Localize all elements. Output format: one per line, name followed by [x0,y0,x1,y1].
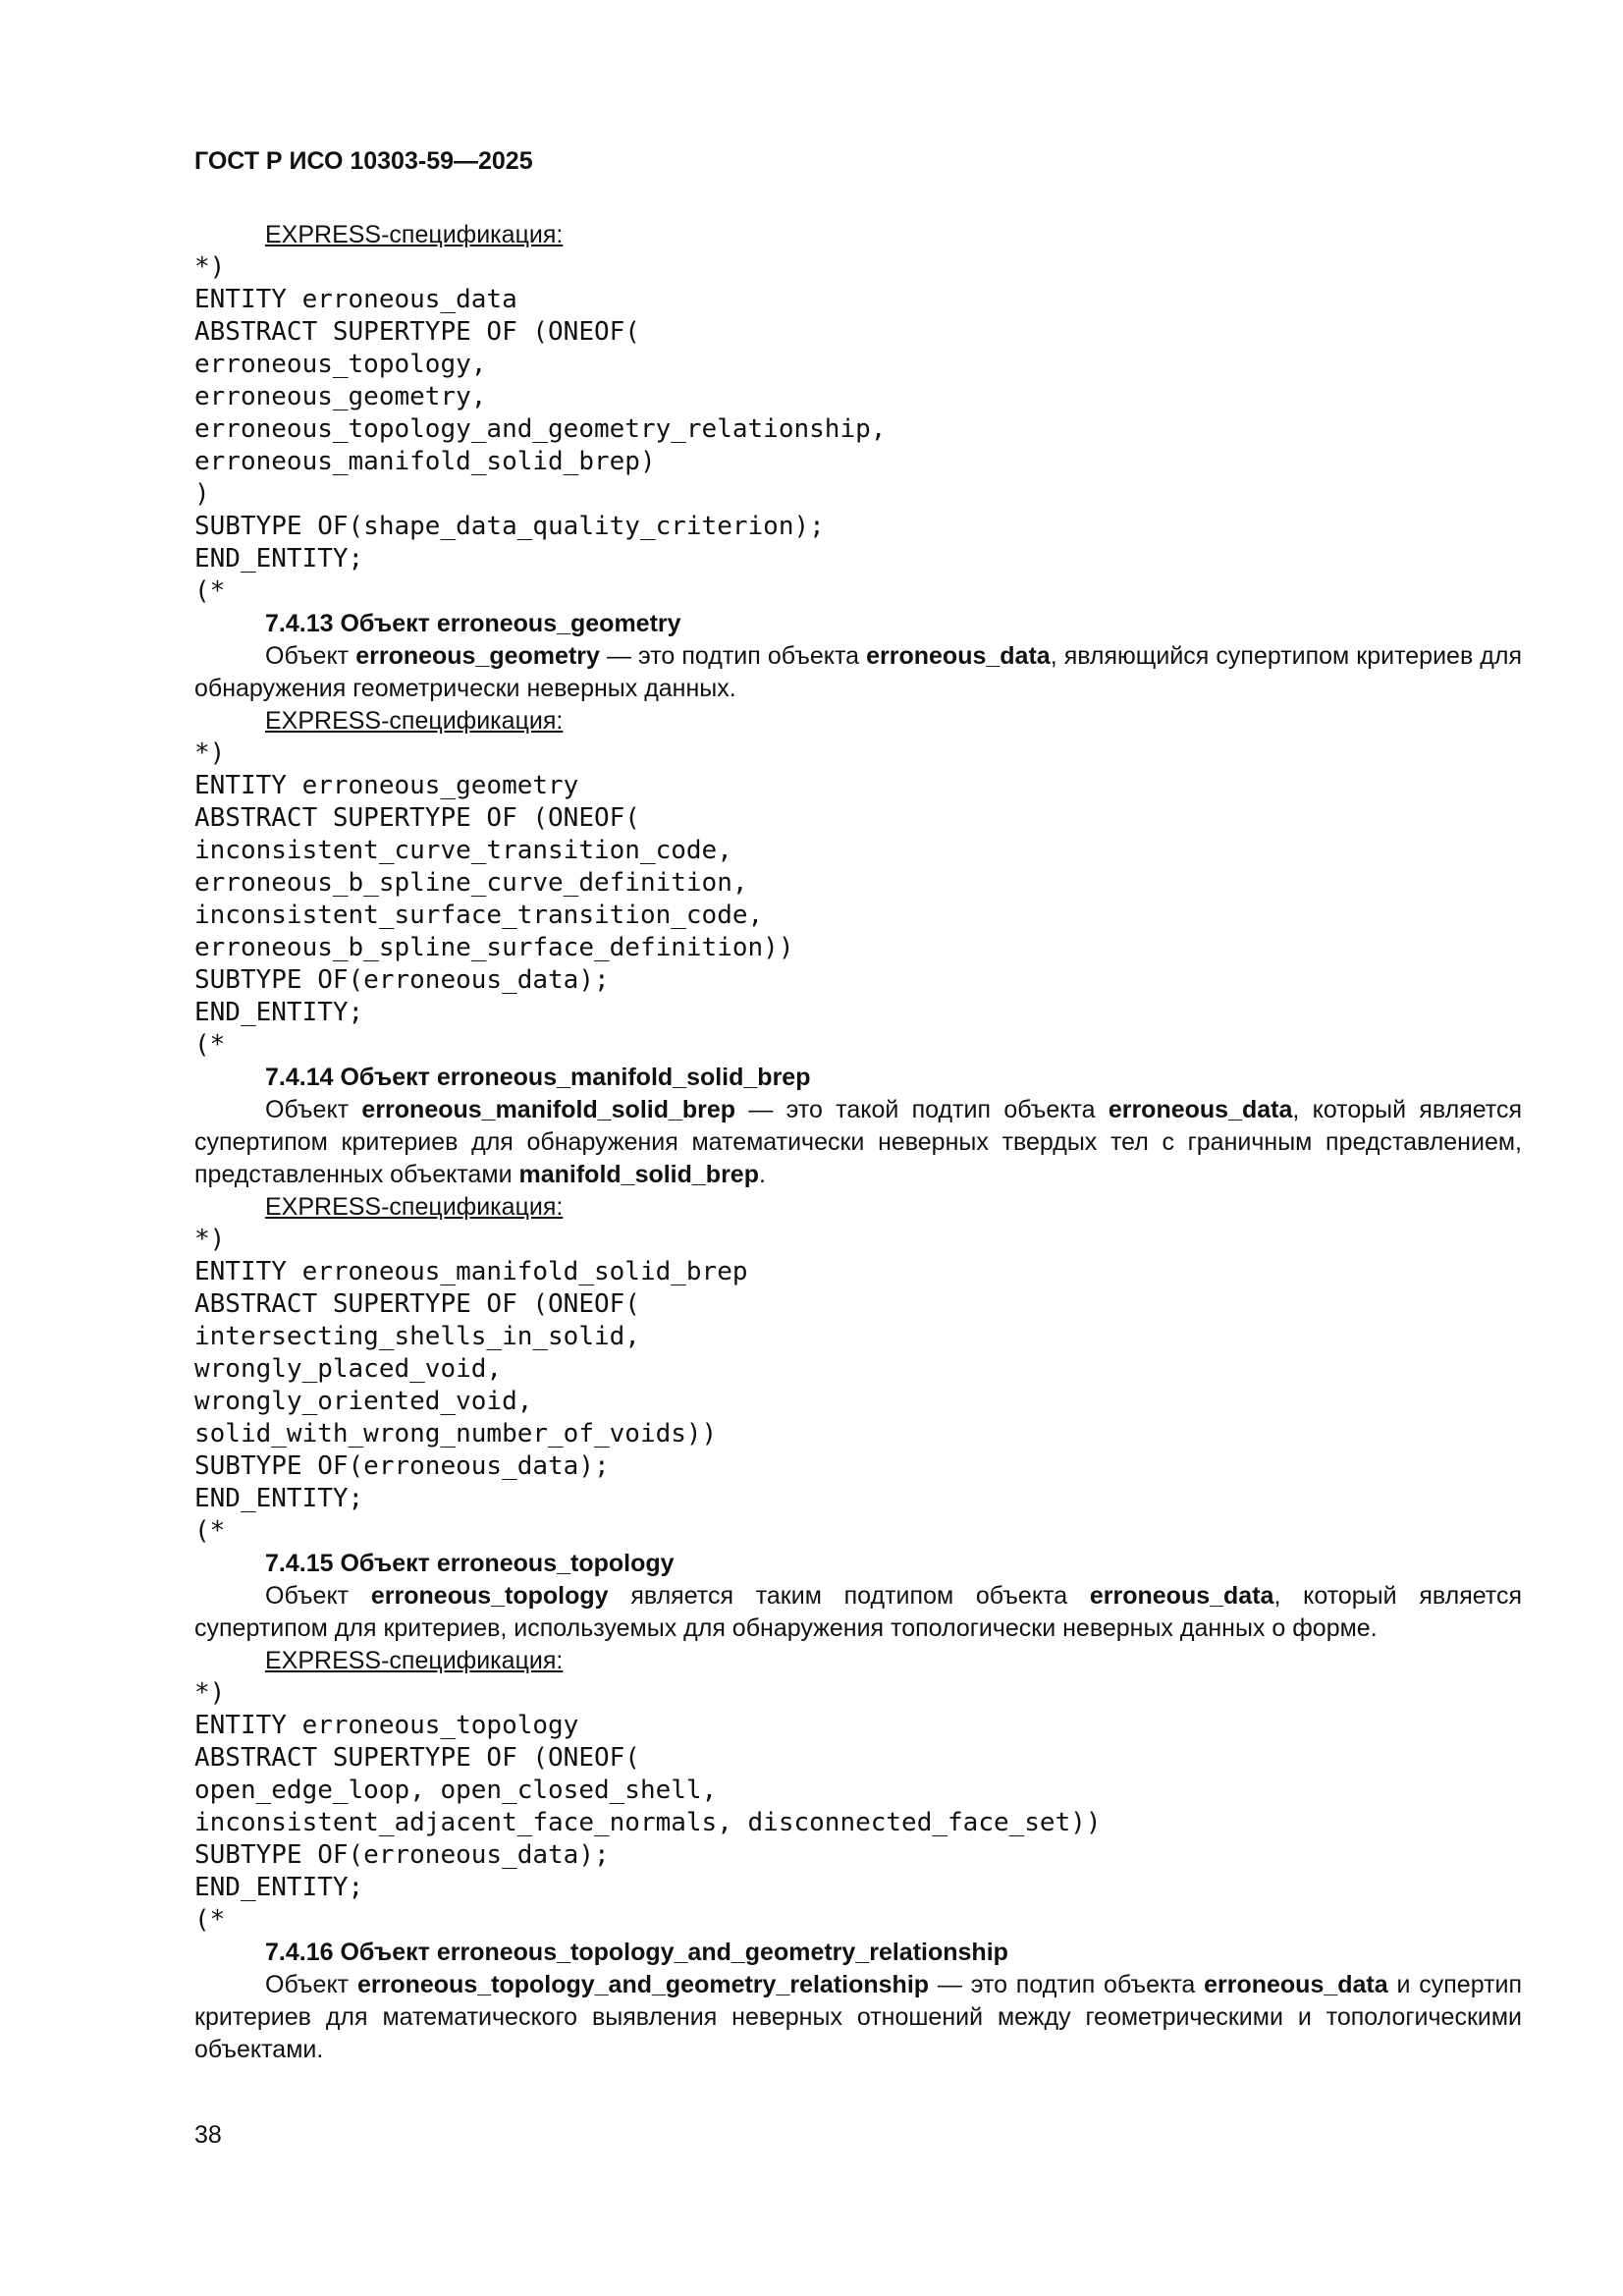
section-text-7-4-14: Объект erroneous_manifold_solid_brep — это такой подтип объекта erroneous_data, который является супертипом критериев для обнаружения математически неверных твердых тел с граничным представлением, представленных объектами manifold_solid_brep. [194,1096,1523,1188]
express-code-erroneous-data: *) ENTITY erroneous_data ABSTRACT SUPERTYPE OF (ONEOF( erroneous_topology, erroneous_geometry, erroneous_topology_and_geometry_relationship, erroneous_manifold_solid_brep) ) SUBTYPE OF(shape_data_quality_criterion); END_ENTITY; (* [194,252,887,606]
express-spec-label: EXPRESS-спецификация: [265,221,564,248]
express-code-erroneous-topology: *) ENTITY erroneous_topology ABSTRACT SUPERTYPE OF (ONEOF( open_edge_loop, open_closed_shell, inconsistent_adjacent_face_normals, disconnected_face_set)) SUBTYPE OF(erroneous_data); END_ENTITY; (* [194,1678,1102,1935]
page-number: 38 [194,2121,222,2149]
express-spec-label: EXPRESS-спецификация: [265,707,564,735]
express-code-erroneous-geometry: *) ENTITY erroneous_geometry ABSTRACT SUPERTYPE OF (ONEOF( inconsistent_curve_transition_code, erroneous_b_spline_curve_definition, inconsistent_surface_transition_code, erroneous_b_spline_surface_definition)) SUBTYPE OF(erroneous_data); END_ENTITY; (* [194,738,794,1060]
express-spec-label: EXPRESS-спецификация: [265,1193,564,1221]
section-heading-7-4-13: 7.4.13 Объект erroneous_geometry [265,610,681,637]
section-heading-7-4-14: 7.4.14 Объект erroneous_manifold_solid_brep [265,1064,811,1091]
section-text-7-4-16: Объект erroneous_topology_and_geometry_relationship — это подтип объекта erroneous_data и супертип критериев для математического выявления неверных отношений между геометрическими и топологическими объектами. [194,1971,1523,2063]
section-text-7-4-15: Объект erroneous_topology является таким подтипом объекта erroneous_data, который является супертипом для критериев, используемых для обнаружения топологически неверных данных о форме. [194,1582,1523,1642]
express-spec-label: EXPRESS-спецификация: [265,1647,564,1674]
express-code-erroneous-manifold-solid-brep: *) ENTITY erroneous_manifold_solid_brep ABSTRACT SUPERTYPE OF (ONEOF( intersecting_shells_in_solid, wrongly_placed_void, wrongly_oriented_void, solid_with_wrong_number_of_voids)) SUBTYPE OF(erroneous_data); END_ENTITY; (* [194,1225,748,1546]
document-page [194,147,1522,2066]
section-text-7-4-13: Объект erroneous_geometry — это подтип объекта erroneous_data, являющийся супертипом критериев для обнаружения геометрически неверных данных. [194,642,1523,702]
section-heading-7-4-15: 7.4.15 Объект erroneous_topology [265,1550,675,1577]
running-header: ГОСТ Р ИСО 10303-59—2025 [194,147,533,175]
section-heading-7-4-16: 7.4.16 Объект erroneous_topology_and_geometry_relationship [265,1939,1008,1966]
